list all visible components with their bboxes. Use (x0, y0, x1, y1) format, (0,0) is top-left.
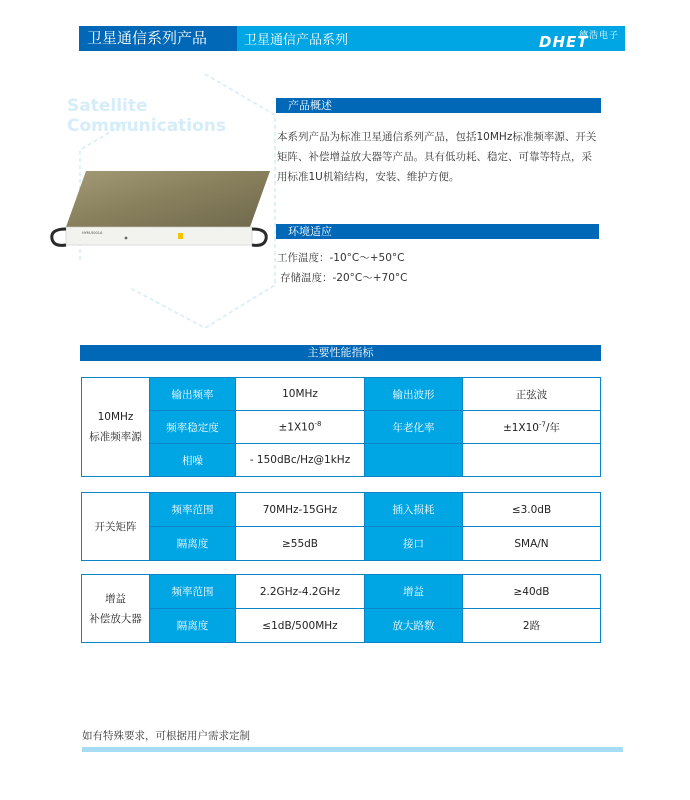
company-logo (539, 28, 619, 50)
logo-en-text: DHET (539, 33, 589, 51)
page-subtitle: 卫星通信产品系列 (244, 33, 349, 48)
spec-label: 增益 (365, 575, 463, 609)
satellite-watermark (67, 96, 226, 136)
spec-value: - 150dBc/Hz@1kHz (236, 444, 365, 477)
spec-value: SMA/N (463, 527, 601, 561)
spec-value (236, 411, 365, 444)
watermark-line-2: Communications (67, 116, 227, 136)
footer-note: 如有特殊要求，可根据用户需求定制 (82, 730, 250, 742)
category-line-2: 标准频率源 (89, 431, 142, 443)
footer-divider (82, 747, 623, 752)
spec-value: 2路 (463, 609, 601, 643)
environment-block (277, 248, 407, 288)
value-base: ±1X10 (278, 421, 315, 434)
spec-value: ≤1dB/500MHz (236, 609, 365, 643)
spec-value: 70MHz-15GHz (236, 493, 365, 527)
spec-label: 频率范围 (150, 575, 236, 609)
watermark-line-1: Satellite (67, 96, 148, 116)
amplifier-table (81, 574, 601, 643)
value-suffix: /年 (545, 421, 561, 434)
value-base: ±1X10 (502, 421, 539, 434)
value-exponent: -7 (539, 420, 546, 428)
spec-label: 接口 (365, 527, 463, 561)
spec-label: 频率稳定度 (150, 411, 236, 444)
spec-label: 年老化率 (365, 411, 463, 444)
spec-label: 隔离度 (150, 609, 236, 643)
category-line-2: 补偿放大器 (89, 612, 142, 625)
rack-device-image (48, 165, 270, 255)
spec-value: 2.2GHz-4.2GHz (236, 575, 365, 609)
operating-temperature: 工作温度：-10°C～+50°C (277, 252, 405, 264)
spec-label: 输出波形 (365, 378, 463, 411)
page-header (79, 26, 625, 51)
overview-heading: 产品概述 (276, 98, 601, 113)
freq-source-table (81, 377, 601, 477)
spec-label: 插入损耗 (365, 493, 463, 527)
value-exponent: -8 (314, 420, 322, 429)
page-title: 卫星通信系列产品 (79, 26, 237, 51)
switch-matrix-table (81, 492, 601, 561)
category-line-1: 10MHz (97, 411, 134, 423)
environment-heading: 环境适应 (276, 224, 599, 239)
spec-label: 频率范围 (150, 493, 236, 527)
spec-value: ≤3.0dB (463, 493, 601, 527)
spec-value: 10MHz (236, 378, 365, 411)
device-label: HYM-5001A (82, 231, 103, 235)
overview-text: 本系列产品为标准卫星通信系列产品，包括10MHz标准频率源、开关矩阵、补偿增益放大器等产品。具有低功耗、稳定、可靠等特点，采用标准1U机箱结构，安装、维护方便。 (277, 131, 597, 183)
spec-label: 相噪 (150, 444, 236, 477)
category-line-1: 增益 (105, 592, 126, 605)
spec-value (463, 411, 601, 444)
switch-matrix-category: 开关矩阵 (82, 493, 150, 561)
storage-temperature: 存储温度：-20°C～+70°C (280, 272, 408, 284)
spec-value-empty (463, 444, 601, 477)
freq-source-category (82, 378, 150, 477)
spec-value: ≥55dB (236, 527, 365, 561)
spec-value: ≥40dB (463, 575, 601, 609)
specs-heading: 主要性能指标 (80, 345, 601, 361)
spec-label: 隔离度 (150, 527, 236, 561)
spec-label-empty (365, 444, 463, 477)
amplifier-category (82, 575, 150, 643)
spec-value: 正弦波 (463, 378, 601, 411)
spec-label: 输出频率 (150, 378, 236, 411)
spec-label: 放大路数 (365, 609, 463, 643)
logo-cn-text: 德浩电子 (578, 31, 619, 41)
